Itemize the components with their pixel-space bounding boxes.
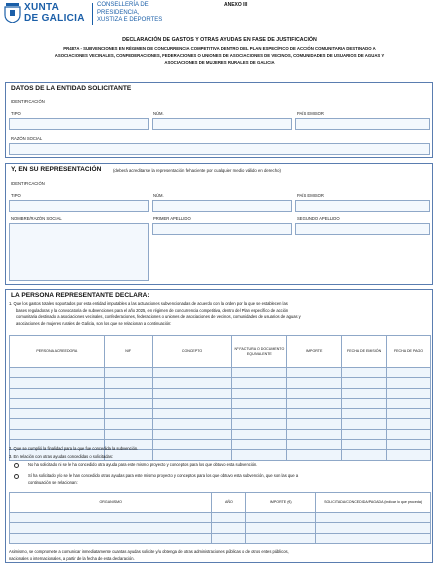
logo-xunta-text: XUNTA [24,2,60,13]
applicant-num-label: NÚM. [153,111,164,116]
applicant-num-field[interactable] [152,118,292,130]
representative-nombre-field[interactable] [9,223,149,281]
table-cell[interactable] [387,429,431,439]
logo-department-line1: CONSELLERÍA DE [97,2,149,8]
table-cell[interactable] [232,388,287,398]
table-cell[interactable] [10,419,105,429]
document-subtitle-line2: ASOCIACIONES VECINALES, CONFEDERACIONES, FEDERACIONES O UNIONES DE ASOCIACIONES DE VECINOS, COMUNIDADES DE USUARIOS DE AGUAS Y [54,53,385,58]
table-cell[interactable] [287,419,342,429]
table-cell[interactable] [342,440,387,450]
table-cell[interactable] [212,523,246,533]
table-cell[interactable] [342,429,387,439]
table-cell[interactable] [152,450,232,460]
applicant-section-title: DATOS DE LA ENTIDAD SOLICITANTE [11,85,132,92]
table-row [10,368,431,378]
table-row [10,429,431,439]
representative-tipo-label: TIPO [11,193,21,198]
declaration-item1-line4: asociaciones de mujeres rurales de Galicia, son los que se relacionan a continuación: [16,320,172,326]
table-row [10,378,431,388]
document-subtitle-line1: PR487A - SUBVENCIONES EN RÉGIMEN DE CONCURRENCIA COMPETITIVA DENTRO DEL PLAN ESPECÍFICO DE ACCIÓN COMUNITARIA DESTINADO A [63,46,376,51]
annex-label: ANEXO III [224,2,248,8]
table-cell[interactable] [387,398,431,408]
document-title: DECLARACIÓN DE GASTOS Y OTRAS AYUDAS EN FASE DE JUSTIFICACIÓN [122,37,317,43]
table-cell[interactable] [212,533,246,543]
applicant-pais-label: PAÍS EMISOR [297,111,324,116]
table-cell[interactable] [387,450,431,460]
table-cell[interactable] [342,368,387,378]
table-row [10,388,431,398]
applicant-razon-label: RAZÓN SOCIAL [11,136,43,141]
representative-apellido2-field[interactable] [295,223,430,235]
applicant-identification-label: IDENTIFICACIÓN [11,99,45,104]
table-cell[interactable] [246,533,316,543]
table-cell[interactable] [342,378,387,388]
declaration-item1-line2: bases reguladoras y la convocatoria de subvenciones para el año 2025, en régimen de concurrencia competitiva, dentro del Plan específico de acción [16,307,289,313]
table-cell[interactable] [287,429,342,439]
table-cell[interactable] [152,378,232,388]
declaration-item2: 2. Que se cumplió la finalidad para la que fue concedida la subvención. [9,446,139,451]
table-cell[interactable] [232,398,287,408]
table-cell[interactable] [10,429,105,439]
table-cell[interactable] [104,398,152,408]
logo-department-line3: XUSTIZA E DEPORTES [97,17,163,23]
expenses-table [9,335,431,461]
representative-section-title: Y, EN SU REPRESENTACIÓN [11,166,102,173]
declaration-section-title: LA PERSONA REPRESENTANTE DECLARA: [11,292,150,299]
table-row [10,533,431,543]
applicant-razon-field[interactable] [9,143,430,155]
table-cell[interactable] [287,440,342,450]
table-cell[interactable] [10,513,212,523]
option-no-radio[interactable] [14,463,19,468]
table-cell[interactable] [316,523,431,533]
table-cell[interactable] [232,368,287,378]
table-cell[interactable] [232,378,287,388]
table-cell[interactable] [232,429,287,439]
table-cell[interactable] [232,440,287,450]
logo-divider [92,3,93,25]
table-cell[interactable] [246,513,316,523]
table-cell[interactable] [152,429,232,439]
table-cell[interactable] [104,368,152,378]
table-cell[interactable] [152,440,232,450]
aids-col-ano: AÑO [212,493,246,513]
representative-apellido1-label: PRIMER APELLIDO [153,216,191,221]
table-cell[interactable] [387,409,431,419]
table-row [10,513,431,523]
table-cell[interactable] [387,378,431,388]
xunta-logo [2,1,172,27]
option-yes-radio[interactable] [14,474,19,479]
table-cell[interactable] [152,419,232,429]
aids-col-estado: SOLICITADA/CONCEDIDA/PAGADA (indicar lo que proceda) [316,493,431,513]
table-cell[interactable] [10,378,105,388]
option-yes-text-line1: Sí ha solicitado y/o se le han concedido otras ayudas para este mismo proyecto y conceptos para los que obtuvo esta subvención, que son las que a [28,473,299,478]
declaration-item3: 3. En relación con otras ayudas concedidas o solicitadas: [9,453,113,459]
table-cell[interactable] [10,523,212,533]
table-cell[interactable] [152,368,232,378]
declaration-item1-line1: 1. Que los gastos totales soportados por esta entidad imputables a las actuaciones subvencionadas de acuerdo con la orden por la que se establecen las [9,301,288,306]
representative-tipo-field[interactable] [9,200,149,212]
table-row [10,409,431,419]
table-cell[interactable] [10,368,105,378]
table-row [10,419,431,429]
representative-apellido2-label: SEGUNDO APELLIDO [297,216,340,221]
representative-nombre-label: NOMBRE/RAZÓN SOCIAL [11,216,62,221]
table-row [10,398,431,408]
logo-galicia-text: DE GALICIA [24,13,85,24]
table-cell[interactable] [232,450,287,460]
representative-num-label: NÚM. [153,193,164,198]
table-cell[interactable] [316,513,431,523]
table-cell[interactable] [152,388,232,398]
coat-of-arms-icon [4,3,21,23]
expenses-col-concepto: CONCEPTO [152,336,232,368]
table-cell[interactable] [342,398,387,408]
table-cell[interactable] [10,533,212,543]
table-cell[interactable] [387,388,431,398]
table-cell[interactable] [10,409,105,419]
table-row [10,523,431,533]
declaration-footer-line1: Asimismo, se compromete a comunicar inmediatamente cuantas ayudas solicite y/u obtenga de otras administraciones públicas o de otros entes públicos, [9,549,289,554]
table-cell[interactable] [387,419,431,429]
table-cell[interactable] [104,429,152,439]
table-cell[interactable] [232,409,287,419]
table-cell[interactable] [104,388,152,398]
document-subtitle-line3: ASOCIACIONES DE MUJERES RURALES DE GALICIA [164,60,275,65]
table-cell[interactable] [10,388,105,398]
representative-apellido1-field[interactable] [152,223,292,235]
table-cell[interactable] [287,378,342,388]
expenses-col-nif: NIF [104,336,152,368]
representative-identification-label: IDENTIFICACIÓN [11,181,45,186]
table-cell[interactable] [287,450,342,460]
table-cell[interactable] [316,533,431,543]
table-cell[interactable] [10,398,105,408]
table-cell[interactable] [287,368,342,378]
other-aids-table [9,492,431,544]
table-cell[interactable] [104,378,152,388]
table-cell[interactable] [342,450,387,460]
table-cell[interactable] [246,523,316,533]
option-yes-text-line2: continuación se relacionan: [28,479,78,485]
representative-note: (deberá acreditarse la representación fehaciente por cualquier medio válido en derecho) [113,168,281,173]
table-cell[interactable] [342,409,387,419]
table-cell[interactable] [387,440,431,450]
table-cell[interactable] [387,368,431,378]
table-cell[interactable] [342,419,387,429]
expenses-col-importe: IMPORTE [287,336,342,368]
applicant-tipo-label: TIPO [11,111,21,116]
applicant-pais-field[interactable] [295,118,430,130]
representative-pais-field[interactable] [295,200,430,212]
expenses-col-fecha-pago: FECHA DE PAGO [387,336,431,368]
option-no-text: No ha solicitado ni se le ha concedido otra ayuda para este mismo proyecto y conceptos para los que obtuvo esta subvención. [28,462,258,467]
table-cell[interactable] [212,513,246,523]
applicant-tipo-field[interactable] [9,118,149,130]
declaration-footer-line2: nacionales o internacionales, a partir de la fecha de esta declaración. [9,555,135,561]
representative-pais-label: PAÍS EMISOR [297,193,324,198]
logo-department-line2: PRESIDENCIA, [97,9,140,16]
table-cell[interactable] [232,419,287,429]
aids-col-importe: IMPORTE (€) [246,493,316,513]
expenses-col-acreedora: PERSONA ACREEDORA [10,336,105,368]
expenses-col-factura: Nº FACTURA O DOCUMENTO EQUIVALENTE [232,336,287,368]
table-cell[interactable] [287,409,342,419]
table-cell[interactable] [152,409,232,419]
table-cell[interactable] [104,409,152,419]
table-cell[interactable] [287,398,342,408]
table-cell[interactable] [287,388,342,398]
aids-col-organismo: ORGANISMO [10,493,212,513]
table-cell[interactable] [152,398,232,408]
representative-num-field[interactable] [152,200,292,212]
table-cell[interactable] [104,419,152,429]
declaration-item1-line3: comunitaria destinado a asociaciones vecinales, confederaciones, federaciones o uniones de asociaciones de vecinos, comunidades de usuarios de aguas y [16,314,301,319]
expenses-col-fecha-emision: FECHA DE EMISIÓN [342,336,387,368]
table-cell[interactable] [342,388,387,398]
